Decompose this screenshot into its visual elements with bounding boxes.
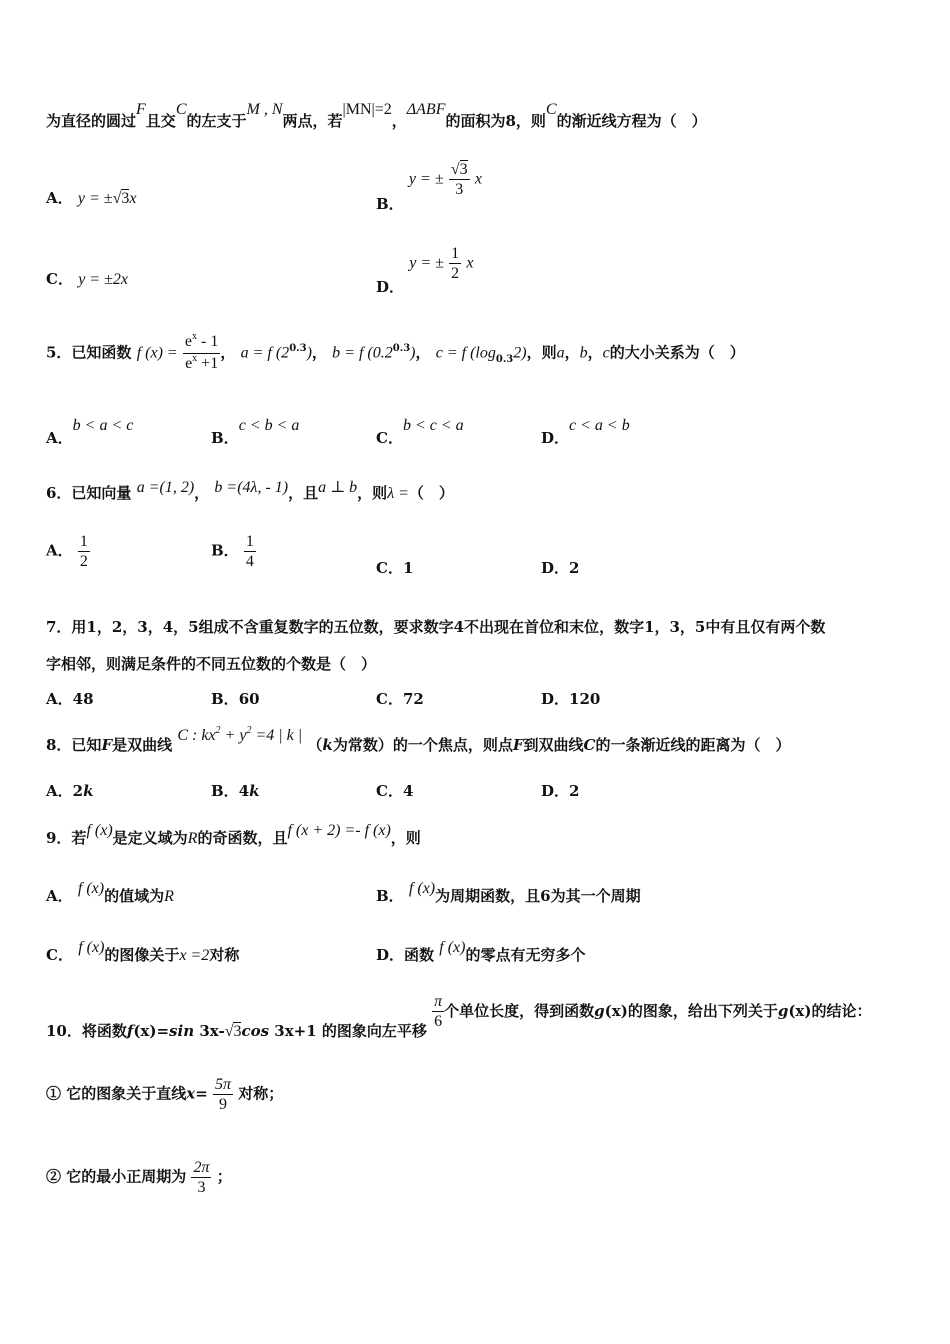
q9-option-c: C． f (x)的图像关于x =2对称 [46,939,240,964]
q8-option-a: A．2k [46,782,94,800]
q9-stem: 9．若f (x)是定义域为R的奇函数，且f (x + 2) =- f (x)，则 [46,822,421,847]
q7-option-d: D．120 [541,690,601,708]
q4-stem: 为直径的圆过F且交C的左支于M , N两点，若|MN|=2，ΔABF的面积为8，则C的渐近线方程为（ ） [46,101,707,130]
q5-option-d: D．c < a < b [541,417,630,447]
q7-option-b: B．60 [211,690,260,708]
q6-stem: 6．已知向量 a =(1, 2)， b =(4λ, - 1)，且a ⊥ b，则λ =（ ） [46,479,454,502]
q4-option-a: A． y = ±√3x [46,189,137,207]
q4-option-c: C． y = ±2x [46,270,128,288]
q5-option-b: B．c < b < a [211,417,300,447]
q9-option-a: A． f (x)的值域为R [46,880,174,905]
q8-option-d: D．2 [541,782,580,800]
q4-option-b: B． y = ± $\frac{√3}{3}$ x [376,161,482,213]
q7-option-a: A．48 [46,690,94,708]
q6-option-a: A． $\frac{1}{2}$ [46,533,88,570]
q6-option-b: B． $\frac{1}{4}$ [211,533,254,570]
q7-option-c: C．72 [376,690,424,708]
q8-option-b: B．4k [211,782,260,800]
q6-option-c: C．1 [376,559,414,577]
q5-option-a: A．b < a < c [46,417,134,447]
q5-stem: 5．已知函数 f (x) = $\frac{e^x - 1}{e^x +1}$ ， a = f $(2^{0.3})$， b = f $(0.2^{0.3})$， c = f $(\log_{0.3}2)$，则a，b，c的大小关系为（ ） [46,331,745,372]
q8-option-c: C．4 [376,782,414,800]
q10-statement-2: ② 它的最小正周期为 $\frac{2\pi}{3}$ ； [46,1159,232,1196]
q4-option-d: D． y = ± $\frac{1}{2}$ x [376,245,474,296]
q6-option-d: D．2 [541,559,580,577]
q10-statement-1: ① 它的图象关于直线x= $\frac{5\pi}{9}$ 对称； [46,1076,284,1113]
q7-line1: 7．用1，2，3，4，5组成不含重复数字的五位数，要求数字4不出现在首位和末位，数字1，3，5中有且仅有两个数 [46,618,826,636]
q7-line2: 字相邻，则满足条件的不同五位数的个数是（ ） [46,655,377,673]
q8-stem: 8．已知F是双曲线 C : $kx^2 + y^2 =4$ | k | （k为常数）的一个焦点，则点F到双曲线C的一条渐近线的距离为（ ） [46,725,791,754]
q9-option-b: B． f (x)为周期函数，且6为其一个周期 [376,880,641,905]
q9-option-d: D．函数 f (x)的零点有无穷多个 [376,939,586,964]
q5-option-c: C．b < c < a [376,417,464,447]
q10-stem: 10．将函数f(x)=sin 3x-√3cos 3x+1 的图象向左平移 $\frac{\pi}{6}$ 个单位长度，得到函数g(x)的图象，给出下列关于g(x)的结论： [46,993,872,1040]
